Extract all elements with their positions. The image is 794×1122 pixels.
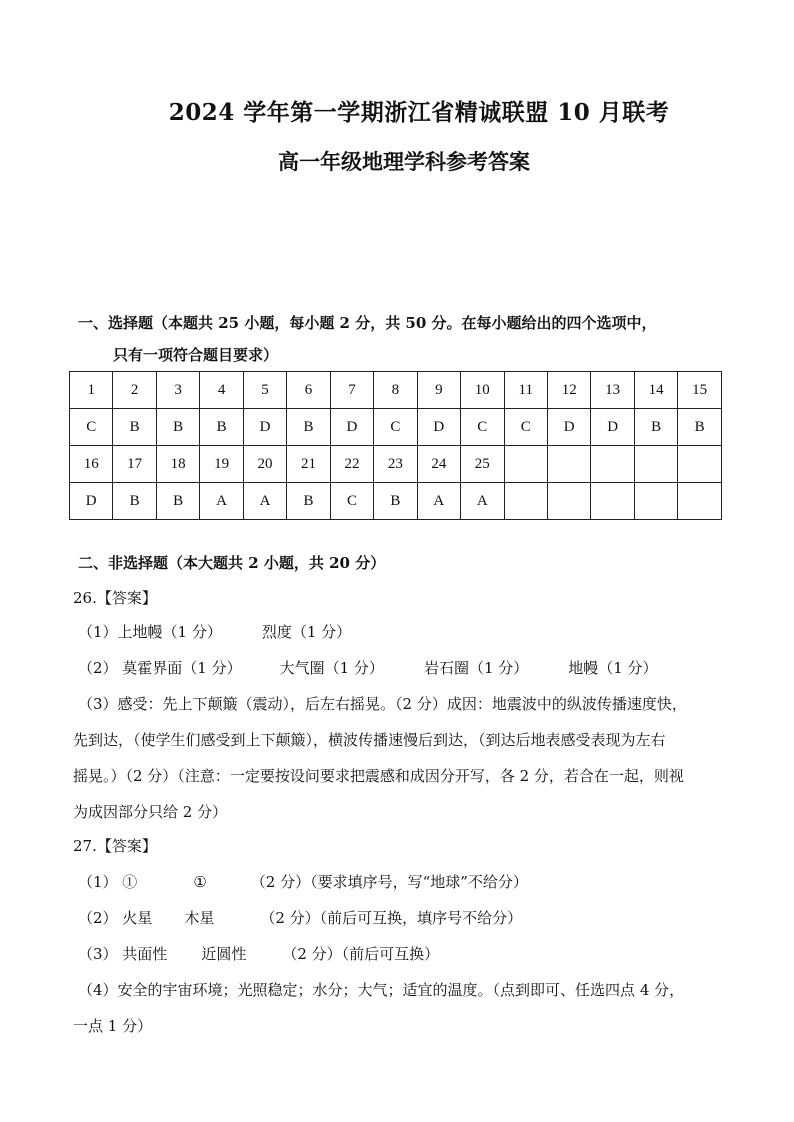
question-number-cell: 10: [461, 372, 504, 409]
question-number-cell: 7: [330, 372, 373, 409]
q27-part4-line1: （4）安全的宇宙环境；光照稳定；水分；大气；适宜的温度。（点到即可、任选四点 4 分，: [78, 981, 685, 999]
answer-cell: B: [678, 409, 722, 446]
question-number-cell: 24: [417, 446, 460, 483]
q27-label: 27.【答案】: [73, 837, 157, 855]
question-number-cell: 12: [547, 372, 590, 409]
table-row: [70, 409, 722, 446]
question-number-cell: 23: [374, 446, 417, 483]
question-number-cell: 14: [634, 372, 677, 409]
q26-part2-answer-c: 岩石圈（1 分）: [423, 659, 529, 677]
table-row: [70, 446, 722, 483]
answer-cell: B: [200, 409, 243, 446]
answer-cell: C: [374, 409, 417, 446]
answer-cell: [678, 483, 722, 520]
question-number-cell: 22: [330, 446, 373, 483]
question-number-cell: 2: [113, 372, 156, 409]
question-number-cell: 19: [200, 446, 243, 483]
answer-cell: B: [113, 409, 156, 446]
answer-cell: D: [330, 409, 373, 446]
q26-part2-answer-a: （2） 莫霍界面（1 分）: [78, 659, 242, 677]
q26-part2-answer-d: 地幔（1 分）: [568, 659, 658, 677]
question-number-cell: 11: [504, 372, 547, 409]
question-number-cell: [634, 446, 677, 483]
answer-cell: D: [417, 409, 460, 446]
answer-cell: B: [634, 409, 677, 446]
q27-part2-answer-a: （2） 火星: [78, 909, 153, 927]
q27-part3-note: （2 分）（前后可互换）: [282, 945, 440, 963]
answer-cell: C: [330, 483, 373, 520]
answer-cell: B: [113, 483, 156, 520]
q26-part3-line4: 为成因部分只给 2 分）: [73, 803, 228, 821]
question-number-cell: [678, 446, 722, 483]
question-number-cell: 15: [678, 372, 722, 409]
document-subtitle: 高一年级地理学科参考答案: [278, 149, 530, 174]
answer-cell: B: [156, 483, 199, 520]
question-number-cell: 9: [417, 372, 460, 409]
question-number-cell: 3: [156, 372, 199, 409]
q26-part3-line2: 先到达，（使学生们感受到上下颠簸），横波传播速慢后到达，（到达后地表感受表现为左右: [73, 731, 666, 749]
q27-part3: [78, 944, 439, 964]
answer-cell: C: [461, 409, 504, 446]
question-number-cell: 5: [243, 372, 286, 409]
q27-part2-answer-b: 木星: [184, 909, 215, 927]
question-number-cell: 1: [70, 372, 113, 409]
q26-part1-answer-a: （1）上地幔（1 分）: [78, 623, 222, 641]
answer-cell: B: [287, 483, 330, 520]
q26-part2: [78, 658, 658, 678]
answer-cell: D: [591, 409, 634, 446]
q27-part1-answer-a: （1） ①: [78, 873, 138, 891]
answer-cell: A: [461, 483, 504, 520]
table-row: [70, 483, 722, 520]
answer-cell: B: [156, 409, 199, 446]
answer-cell: C: [504, 409, 547, 446]
answer-cell: B: [287, 409, 330, 446]
answer-cell: [591, 483, 634, 520]
question-number-cell: 25: [461, 446, 504, 483]
answer-cell: [504, 483, 547, 520]
q27-part3-answer-b: 近圆性: [201, 945, 247, 963]
q27-part2-note: （2 分）（前后可互换，填序号不给分）: [260, 909, 523, 927]
q27-part1: [78, 872, 528, 892]
q26-part2-answer-b: 大气圈（1 分）: [279, 659, 384, 677]
q27-part1-note: （2 分）（要求填序号，写“地球”不给分）: [250, 873, 528, 891]
q26-part1: [78, 622, 351, 642]
question-number-cell: 16: [70, 446, 113, 483]
q27-part3-answer-a: （3） 共面性: [78, 945, 168, 963]
answer-cell: C: [70, 409, 113, 446]
question-number-cell: 6: [287, 372, 330, 409]
question-number-cell: [547, 446, 590, 483]
q26-part3-line3: 摇晃。）（2 分）（注意：一定要按设问要求把震感和成因分开写，各 2 分，若合在一起，则视: [73, 767, 684, 785]
section2-heading: 二、非选择题（本大题共 2 小题，共 20 分）: [78, 554, 386, 572]
q27-part4-line2: 一点 1 分）: [73, 1017, 153, 1035]
question-number-cell: 8: [374, 372, 417, 409]
answer-cell: [634, 483, 677, 520]
answer-cell: B: [374, 483, 417, 520]
question-number-cell: 20: [243, 446, 286, 483]
answer-cell: D: [243, 409, 286, 446]
q27-part1-answer-b: ①: [193, 873, 207, 891]
question-number-cell: 17: [113, 446, 156, 483]
answer-cell: D: [547, 409, 590, 446]
q26-label: 26.【答案】: [73, 589, 157, 607]
table-row: [70, 372, 722, 409]
q27-part2: [78, 908, 522, 928]
answer-cell: D: [70, 483, 113, 520]
q26-part1-answer-b: 烈度（1 分）: [261, 623, 352, 641]
section1-heading-line1: 一、选择题（本题共 25 小题，每小题 2 分，共 50 分。在每小题给出的四个选项中，: [78, 314, 657, 332]
answer-table: [69, 371, 722, 520]
section1-heading-line2: 只有一项符合题目要求）: [113, 346, 279, 364]
document-title: 2024 学年第一学期浙江省精诚联盟 10 月联考: [168, 99, 670, 126]
question-number-cell: 4: [200, 372, 243, 409]
answer-cell: [547, 483, 590, 520]
question-number-cell: 13: [591, 372, 634, 409]
question-number-cell: [504, 446, 547, 483]
question-number-cell: [591, 446, 634, 483]
question-number-cell: 18: [156, 446, 199, 483]
answer-cell: A: [417, 483, 460, 520]
q26-part3-line1: （3）感受：先上下颠簸（震动），后左右摇晃。（2 分）成因：地震波中的纵波传播速度快，: [78, 695, 687, 713]
question-number-cell: 21: [287, 446, 330, 483]
answer-cell: A: [243, 483, 286, 520]
answer-cell: A: [200, 483, 243, 520]
